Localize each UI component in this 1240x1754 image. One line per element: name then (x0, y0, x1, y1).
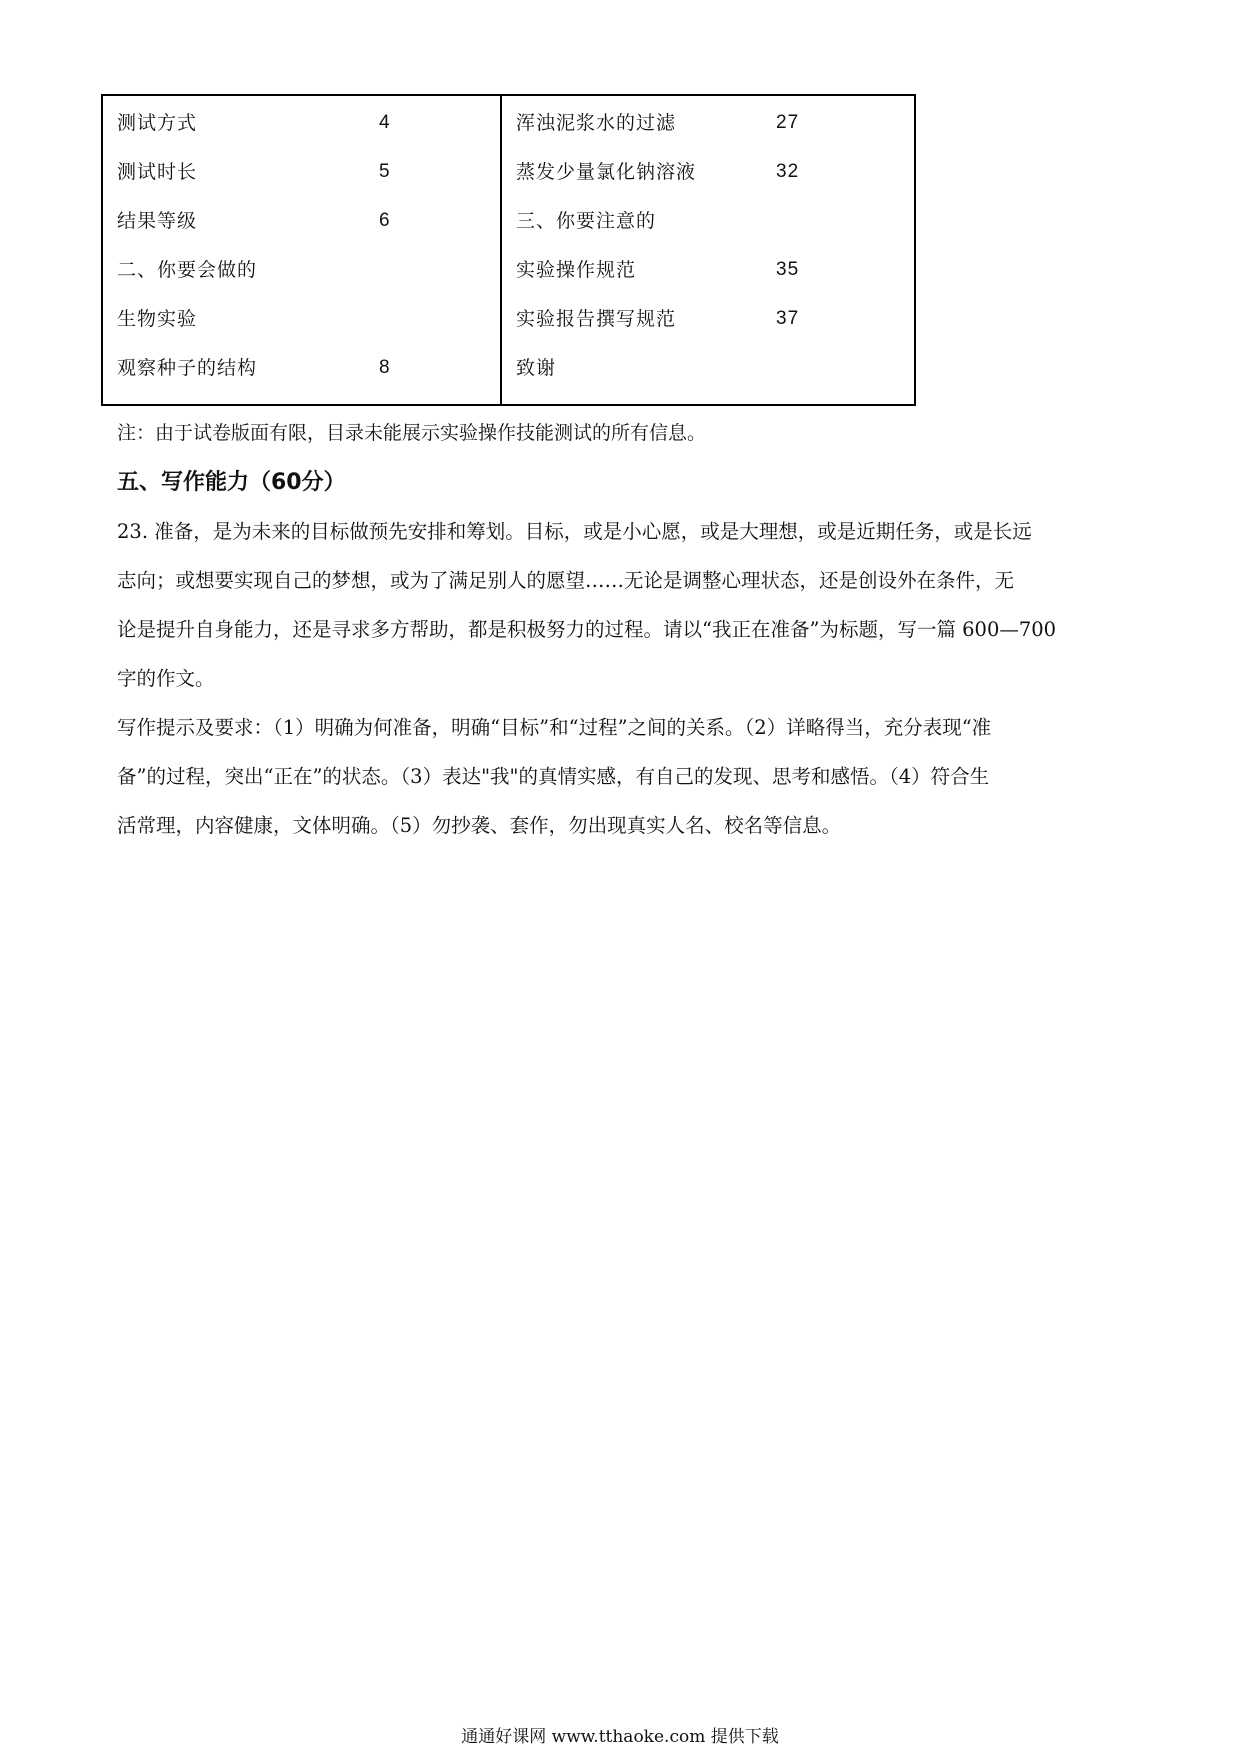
toc-entry-page: 35 (776, 259, 800, 280)
requirement-line: 活常理，内容健康，文体明确。（5）勿抄袭、套作，勿出现真实人名、校名等信息。 (117, 814, 842, 837)
toc-entry-title: 二、你要会做的 (117, 259, 258, 281)
toc-entry-title: 观察种子的结构 (117, 357, 258, 379)
toc-entry-page: 6 (379, 210, 391, 231)
page-footer: 通通好课网 www.tthaoke.com 提供下载 (461, 1727, 779, 1747)
requirement-line: 写作提示及要求：（1）明确为何准备，明确“目标”和“过程”之间的关系。（2）详略得当，充分表现“准 (117, 716, 992, 739)
prompt-line: 志向；或想要实现自己的梦想，或为了满足别人的愿望……无论是调整心理状态，还是创设外在条件，无 (117, 569, 1015, 592)
table-of-contents (101, 94, 916, 406)
toc-entry-title: 实验操作规范 (516, 259, 637, 281)
toc-entry-title: 浑浊泥浆水的过滤 (516, 112, 677, 134)
toc-entry-title: 生物实验 (117, 308, 198, 330)
toc-right-column (502, 96, 914, 404)
prompt-line: 论是提升自身能力，还是寻求多方帮助，都是积极努力的过程。请以“我正在准备”为标题，写一篇 600—700 (117, 618, 1057, 641)
toc-entry-title: 测试时长 (117, 161, 198, 183)
toc-entry-title: 测试方式 (117, 112, 198, 134)
toc-entry-title: 致谢 (516, 357, 557, 379)
writing-requirements (117, 703, 1137, 850)
question-prompt (117, 507, 1137, 703)
toc-entry-page: 27 (776, 112, 800, 133)
toc-left-column (103, 96, 500, 404)
toc-entry-title: 蒸发少量氯化钠溶液 (516, 161, 697, 183)
toc-entry-title: 三、你要注意的 (516, 210, 657, 232)
prompt-line: 字的作文。 (117, 667, 215, 690)
table-note: 注：由于试卷版面有限，目录未能展示实验操作技能测试的所有信息。 (117, 422, 707, 444)
requirement-line: 备”的过程，突出“正在”的状态。（3）表达"我"的真情实感，有自己的发现、思考和感悟。（4）符合生 (117, 765, 990, 788)
toc-entry-page: 32 (776, 161, 800, 182)
toc-entry-page: 5 (379, 161, 391, 182)
section-heading: 五、写作能力（60分） (117, 470, 346, 495)
prompt-line: 23. 准备，是为未来的目标做预先安排和筹划。目标，或是小心愿，或是大理想，或是近期任务，或是长远 (117, 520, 1032, 543)
toc-entry-title: 实验报告撰写规范 (516, 308, 677, 330)
toc-entry-page: 8 (379, 357, 391, 378)
toc-entry-page: 4 (379, 112, 391, 133)
toc-entry-title: 结果等级 (117, 210, 198, 232)
toc-entry-page: 37 (776, 308, 800, 329)
